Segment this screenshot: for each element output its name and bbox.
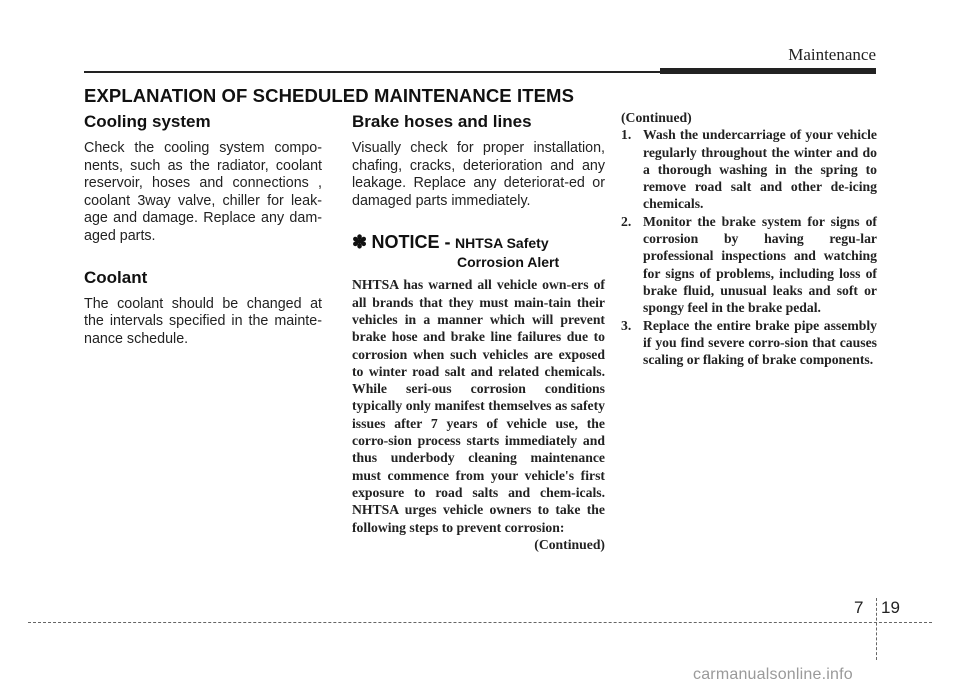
continued-from-marker: (Continued) (621, 110, 692, 125)
watermark: carmanualsonline.info (693, 666, 853, 683)
footer-rule (28, 622, 932, 623)
coolant-heading: Coolant (84, 267, 148, 287)
coolant-body: The coolant should be changed at the intervals specified in the mainte-nance schedule. (84, 295, 322, 347)
cooling-heading: Cooling system (84, 112, 211, 131)
list-item-text: Replace the entire brake pipe assembly if you find severe corro-sion that causes scaling or flaking of brake components. (643, 317, 877, 368)
page-number: 19 (881, 598, 900, 617)
page-number-divider (876, 598, 877, 660)
chapter-number: 7 (854, 598, 864, 617)
notice-subtitle-line2: Corrosion Alert (457, 254, 560, 271)
list-item (621, 126, 877, 212)
continued-marker: (Continued) (534, 536, 605, 552)
section-title: EXPLANATION OF SCHEDULED MAINTENANCE ITEMS (84, 85, 575, 106)
header-rule-accent (660, 68, 876, 74)
list-item (621, 213, 877, 317)
header-title: Maintenance (788, 45, 876, 64)
notice-body: NHTSA has warned all vehicle own-ers of all brands that they must main-tain their vehicles in a manner which will prevent brake hose and brake line failures due to corrosion when such vehicles are exposed to winter road salt and related chemicals. While seri-ous corrosion conditions typically only manifest themselves as safety issues after 7 years of vehicle use, the corro-sion process starts immediately and thus underbody cleaning maintenance must commence from your vehicle's first exposure to road salts and chem-icals. NHTSA urges vehicle owners to take the following steps to prevent corrosion: (352, 277, 605, 535)
header-rule (84, 71, 660, 73)
notice-subtitle-line1: NHTSA Safety (455, 235, 549, 252)
list-item-number: 2. (621, 213, 632, 229)
notice-heading (352, 232, 605, 270)
list-item-number: 3. (621, 317, 632, 333)
list-item (621, 317, 877, 369)
list-item-number: 1. (621, 127, 632, 143)
column-1 (84, 112, 322, 348)
brake-heading: Brake hoses and lines (352, 112, 532, 131)
brake-body: Visually check for proper installation, chafing, cracks, deterioration and any leakage. Replace any deteriorat-ed or damaged parts immediately. (352, 140, 605, 209)
list-item-text: Monitor the brake system for signs of corrosion by having regu-lar professional inspections and watching for signs of problems, including loss of brake fluid, unusual leaks and soft or spongy feel in the brake pedal. (643, 213, 877, 316)
cooling-body: Check the cooling system compo-nents, such as the radiator, coolant reservoir, hoses and connections , coolant 3way valve, chiller for leak-age and damage. Replace any dam-aged parts. (84, 140, 322, 244)
notice-label: NOTICE - (371, 232, 451, 253)
notice-star-icon: ✽ (352, 232, 368, 253)
column-3 (621, 109, 877, 368)
column-2 (352, 112, 605, 553)
corrosion-steps-list (621, 126, 877, 368)
list-item-text: Wash the undercarriage of your vehicle regularly throughout the winter and do a thorough washing in the spring to remove road salt and other de-icing chemicals. (643, 127, 877, 212)
